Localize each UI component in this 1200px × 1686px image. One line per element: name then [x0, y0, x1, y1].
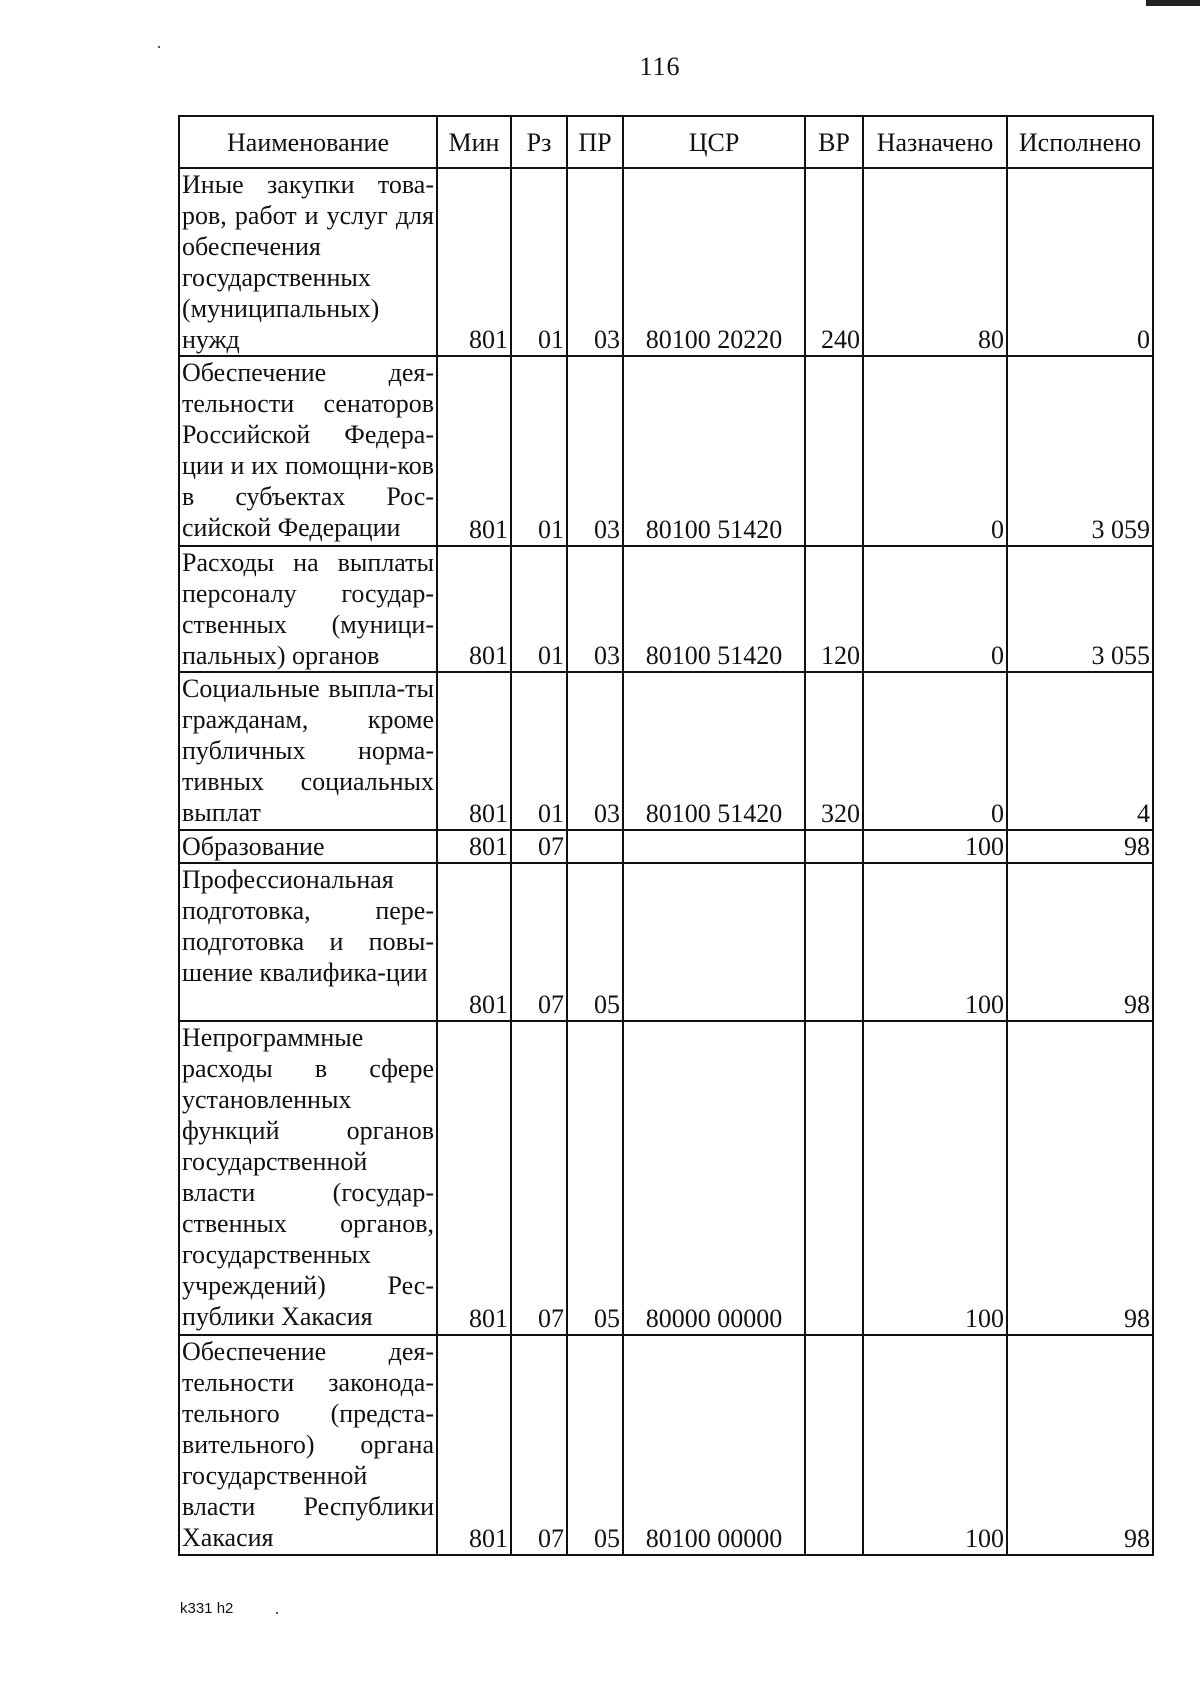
row-vr: 320	[805, 672, 863, 830]
row-name: Профессиональная подготовка, пере-подготовка и повы-шение квалифика-ции	[179, 863, 437, 1021]
header-executed: Исполнено	[1007, 116, 1153, 168]
row-assigned: 100	[863, 1335, 1007, 1555]
table-row	[179, 863, 1153, 1021]
margin-speck	[276, 1612, 278, 1614]
row-executed: 4	[1007, 672, 1153, 830]
row-min: 801	[437, 168, 511, 356]
row-vr	[805, 356, 863, 546]
row-pr: 03	[567, 356, 623, 546]
row-vr: 120	[805, 546, 863, 672]
row-name: Расходы на выплаты персоналу государ-ственных (муници-пальных) органов	[179, 546, 437, 672]
row-rz: 07	[511, 863, 567, 1021]
row-csr: 80100 00000	[623, 1335, 805, 1555]
row-csr: 80100 51420	[623, 546, 805, 672]
page-number: 116	[639, 52, 681, 81]
table-row	[179, 830, 1153, 863]
row-name: Непрограммные расходы в сфере установленных функций органов государственной власти (государ-ственных органов, государственных учреждений) Рес-публики Хакасия	[179, 1021, 437, 1335]
scan-edge-mark	[1146, 0, 1200, 6]
row-pr	[567, 830, 623, 863]
document-code: k331 h2	[180, 1600, 234, 1617]
row-vr: 240	[805, 168, 863, 356]
table-row	[179, 1021, 1153, 1335]
row-min: 801	[437, 830, 511, 863]
header-csr: ЦСР	[623, 116, 805, 168]
row-assigned: 100	[863, 830, 1007, 863]
row-executed: 98	[1007, 1021, 1153, 1335]
row-min: 801	[437, 672, 511, 830]
row-csr: 80100 51420	[623, 672, 805, 830]
row-csr: 80000 00000	[623, 1021, 805, 1335]
table-row	[179, 356, 1153, 546]
table-row	[179, 1335, 1153, 1555]
row-pr: 03	[567, 168, 623, 356]
row-name: Обеспечение дея-тельности сенаторов Российской Федера-ции и их помощни-ков в субъектах Рос-сийской Федерации	[179, 356, 437, 546]
row-rz: 07	[511, 1021, 567, 1335]
row-min: 801	[437, 1335, 511, 1555]
row-pr: 03	[567, 672, 623, 830]
header-pr: ПР	[567, 116, 623, 168]
row-min: 801	[437, 546, 511, 672]
row-vr	[805, 1021, 863, 1335]
row-assigned: 100	[863, 863, 1007, 1021]
row-rz: 07	[511, 1335, 567, 1555]
row-pr: 05	[567, 1335, 623, 1555]
row-executed: 98	[1007, 1335, 1153, 1555]
row-vr	[805, 830, 863, 863]
header-name: Наименование	[179, 116, 437, 168]
row-rz: 01	[511, 672, 567, 830]
row-csr: 80100 51420	[623, 356, 805, 546]
row-min: 801	[437, 863, 511, 1021]
row-rz: 01	[511, 546, 567, 672]
table-row	[179, 168, 1153, 356]
row-rz: 01	[511, 356, 567, 546]
budget-table	[178, 115, 1154, 1556]
row-assigned: 100	[863, 1021, 1007, 1335]
row-assigned: 80	[863, 168, 1007, 356]
row-csr	[623, 830, 805, 863]
row-min: 801	[437, 356, 511, 546]
row-assigned: 0	[863, 356, 1007, 546]
row-vr	[805, 863, 863, 1021]
row-csr: 80100 20220	[623, 168, 805, 356]
header-rz: Рз	[511, 116, 567, 168]
row-vr	[805, 1335, 863, 1555]
row-name: Обеспечение дея-тельности законода-тельного (предста-вительного) органа государственной власти Республики Хакасия	[179, 1335, 437, 1555]
row-executed: 98	[1007, 830, 1153, 863]
header-min: Мин	[437, 116, 511, 168]
table-row	[179, 546, 1153, 672]
row-rz: 01	[511, 168, 567, 356]
row-pr: 05	[567, 1021, 623, 1335]
header-vr: ВР	[805, 116, 863, 168]
row-name: Социальные выпла-ты гражданам, кроме публичных норма-тивных социальных выплат	[179, 672, 437, 830]
row-csr	[623, 863, 805, 1021]
row-name: Образование	[179, 830, 437, 863]
row-pr: 05	[567, 863, 623, 1021]
row-min: 801	[437, 1021, 511, 1335]
header-assigned: Назначено	[863, 116, 1007, 168]
row-assigned: 0	[863, 546, 1007, 672]
row-rz: 07	[511, 830, 567, 863]
row-assigned: 0	[863, 672, 1007, 830]
row-executed: 98	[1007, 863, 1153, 1021]
row-pr: 03	[567, 546, 623, 672]
table-row	[179, 672, 1153, 830]
table-header-row	[179, 116, 1153, 168]
row-executed: 3 059	[1007, 356, 1153, 546]
row-executed: 0	[1007, 168, 1153, 356]
margin-speck	[158, 46, 160, 48]
row-name: Иные закупки това-ров, работ и услуг для обеспечения государственных (муниципальных) нужд	[179, 168, 437, 356]
row-executed: 3 055	[1007, 546, 1153, 672]
